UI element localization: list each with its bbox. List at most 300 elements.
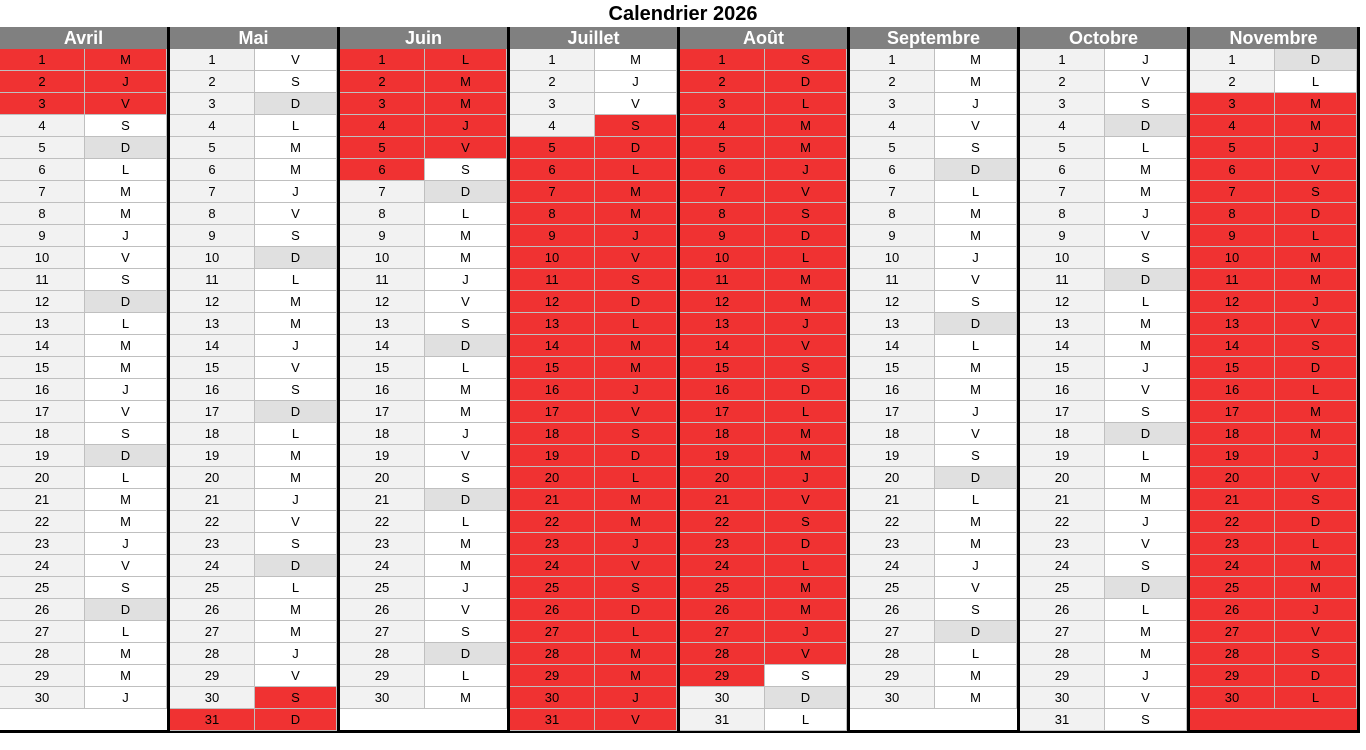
day-row xyxy=(0,225,167,247)
day-number: 1 xyxy=(170,49,255,71)
day-number: 26 xyxy=(170,599,255,621)
day-number: 22 xyxy=(510,511,595,533)
day-number: 31 xyxy=(1020,709,1105,731)
weekday-letter: V xyxy=(425,137,507,159)
day-number: 5 xyxy=(510,137,595,159)
weekday-letter: V xyxy=(1105,225,1187,247)
month-header: Octobre xyxy=(1020,27,1187,49)
day-row xyxy=(680,71,847,93)
day-number: 13 xyxy=(1190,313,1275,335)
weekday-letter: M xyxy=(935,511,1017,533)
day-row xyxy=(850,687,1017,709)
day-row xyxy=(170,335,337,357)
weekday-letter: S xyxy=(425,159,507,181)
day-row xyxy=(680,621,847,643)
day-number: 3 xyxy=(680,93,765,115)
weekday-letter: M xyxy=(255,621,337,643)
weekday-letter: L xyxy=(935,181,1017,203)
day-row xyxy=(680,203,847,225)
weekday-letter: J xyxy=(765,621,847,643)
weekday-letter: M xyxy=(595,181,677,203)
day-number: 29 xyxy=(1020,665,1105,687)
weekday-letter: M xyxy=(1275,423,1357,445)
weekday-letter: M xyxy=(1275,115,1357,137)
weekday-letter: M xyxy=(595,335,677,357)
day-row xyxy=(1020,445,1187,467)
day-row xyxy=(510,511,677,533)
weekday-letter: M xyxy=(595,511,677,533)
weekday-letter: S xyxy=(1105,93,1187,115)
day-row xyxy=(170,709,337,731)
day-row xyxy=(340,621,507,643)
weekday-letter: M xyxy=(425,555,507,577)
day-row xyxy=(680,709,847,731)
weekday-letter: M xyxy=(425,93,507,115)
weekday-letter: D xyxy=(85,291,167,313)
weekday-letter: J xyxy=(765,467,847,489)
day-row xyxy=(170,489,337,511)
day-number: 16 xyxy=(850,379,935,401)
weekday-letter: V xyxy=(255,357,337,379)
day-number: 30 xyxy=(680,687,765,709)
day-row xyxy=(340,489,507,511)
weekday-letter: L xyxy=(1105,445,1187,467)
day-number: 12 xyxy=(850,291,935,313)
day-number: 22 xyxy=(340,511,425,533)
day-row xyxy=(680,643,847,665)
weekday-letter: M xyxy=(935,225,1017,247)
weekday-letter: D xyxy=(595,291,677,313)
day-row xyxy=(680,445,847,467)
day-number: 12 xyxy=(1190,291,1275,313)
weekday-letter: M xyxy=(595,357,677,379)
day-number: 16 xyxy=(1020,379,1105,401)
day-number: 6 xyxy=(680,159,765,181)
day-number: 23 xyxy=(170,533,255,555)
day-number: 19 xyxy=(510,445,595,467)
day-row xyxy=(1190,445,1357,467)
weekday-letter: J xyxy=(85,379,167,401)
day-row xyxy=(1020,401,1187,423)
day-row xyxy=(340,159,507,181)
month-column-août xyxy=(680,27,850,733)
weekday-letter: V xyxy=(765,643,847,665)
weekday-letter: M xyxy=(765,599,847,621)
day-row xyxy=(850,49,1017,71)
day-number: 23 xyxy=(1190,533,1275,555)
weekday-letter: M xyxy=(765,269,847,291)
day-number: 4 xyxy=(170,115,255,137)
day-row xyxy=(340,269,507,291)
day-row xyxy=(680,401,847,423)
day-number: 25 xyxy=(1020,577,1105,599)
weekday-letter: M xyxy=(1275,93,1357,115)
day-number: 11 xyxy=(340,269,425,291)
day-number: 24 xyxy=(680,555,765,577)
day-row xyxy=(340,643,507,665)
day-row xyxy=(170,445,337,467)
weekday-letter: D xyxy=(1105,423,1187,445)
day-number: 21 xyxy=(1190,489,1275,511)
day-row xyxy=(510,401,677,423)
day-number: 12 xyxy=(680,291,765,313)
weekday-letter: V xyxy=(1105,71,1187,93)
month-column-octobre xyxy=(1020,27,1190,733)
day-number: 12 xyxy=(340,291,425,313)
day-row xyxy=(170,71,337,93)
day-row xyxy=(340,379,507,401)
day-number: 3 xyxy=(170,93,255,115)
day-row xyxy=(340,247,507,269)
day-number: 17 xyxy=(0,401,85,423)
weekday-letter: S xyxy=(765,203,847,225)
day-row xyxy=(510,577,677,599)
day-row xyxy=(0,247,167,269)
weekday-letter: S xyxy=(595,577,677,599)
weekday-letter: J xyxy=(935,247,1017,269)
weekday-letter: M xyxy=(1105,313,1187,335)
day-number: 18 xyxy=(680,423,765,445)
weekday-letter: M xyxy=(255,291,337,313)
day-number: 10 xyxy=(1190,247,1275,269)
day-number: 14 xyxy=(1190,335,1275,357)
day-row xyxy=(510,115,677,137)
day-number: 30 xyxy=(340,687,425,709)
day-row xyxy=(1190,225,1357,247)
day-row xyxy=(510,357,677,379)
weekday-letter: M xyxy=(1275,401,1357,423)
day-row xyxy=(340,137,507,159)
weekday-letter: V xyxy=(595,247,677,269)
day-row xyxy=(170,181,337,203)
day-row xyxy=(1020,71,1187,93)
day-number: 24 xyxy=(1190,555,1275,577)
weekday-letter: D xyxy=(935,621,1017,643)
day-row xyxy=(340,401,507,423)
weekday-letter: S xyxy=(255,71,337,93)
day-number: 26 xyxy=(1190,599,1275,621)
day-number: 12 xyxy=(1020,291,1105,313)
day-row xyxy=(680,181,847,203)
weekday-letter: D xyxy=(765,71,847,93)
weekday-letter: M xyxy=(935,687,1017,709)
weekday-letter: S xyxy=(935,137,1017,159)
day-number: 23 xyxy=(340,533,425,555)
day-row xyxy=(170,401,337,423)
weekday-letter: D xyxy=(85,137,167,159)
day-number: 3 xyxy=(850,93,935,115)
day-number: 29 xyxy=(0,665,85,687)
day-number: 7 xyxy=(850,181,935,203)
month-column-mai xyxy=(170,27,340,733)
day-row xyxy=(680,379,847,401)
weekday-letter: M xyxy=(935,357,1017,379)
day-row xyxy=(1020,159,1187,181)
weekday-letter: M xyxy=(255,467,337,489)
weekday-letter: S xyxy=(935,599,1017,621)
day-number: 19 xyxy=(170,445,255,467)
weekday-letter: D xyxy=(1105,577,1187,599)
day-row xyxy=(0,71,167,93)
day-row xyxy=(170,533,337,555)
day-row xyxy=(1190,599,1357,621)
day-number: 30 xyxy=(1190,687,1275,709)
weekday-letter: V xyxy=(255,511,337,533)
weekday-letter: M xyxy=(1105,159,1187,181)
day-number: 4 xyxy=(0,115,85,137)
day-row xyxy=(850,511,1017,533)
weekday-letter: D xyxy=(595,599,677,621)
day-row xyxy=(1020,511,1187,533)
day-number: 27 xyxy=(680,621,765,643)
weekday-letter: M xyxy=(595,665,677,687)
day-number: 24 xyxy=(0,555,85,577)
day-row xyxy=(510,555,677,577)
weekday-letter: V xyxy=(425,445,507,467)
day-number: 10 xyxy=(850,247,935,269)
weekday-letter: V xyxy=(765,335,847,357)
day-row xyxy=(850,665,1017,687)
day-row xyxy=(340,533,507,555)
day-row xyxy=(1190,71,1357,93)
day-row xyxy=(0,357,167,379)
day-row xyxy=(850,203,1017,225)
day-row xyxy=(340,313,507,335)
weekday-letter: L xyxy=(85,159,167,181)
day-row xyxy=(680,225,847,247)
month-column-novembre xyxy=(1190,27,1360,733)
day-row xyxy=(1020,181,1187,203)
weekday-letter: J xyxy=(425,423,507,445)
day-number: 1 xyxy=(1190,49,1275,71)
day-row xyxy=(1190,555,1357,577)
day-row xyxy=(1020,665,1187,687)
weekday-letter: M xyxy=(765,115,847,137)
day-row xyxy=(1020,643,1187,665)
weekday-letter: D xyxy=(1275,203,1357,225)
weekday-letter: S xyxy=(1105,247,1187,269)
day-number: 18 xyxy=(340,423,425,445)
weekday-letter: L xyxy=(595,621,677,643)
day-row xyxy=(170,555,337,577)
weekday-letter: D xyxy=(425,335,507,357)
day-row xyxy=(850,357,1017,379)
day-number: 5 xyxy=(680,137,765,159)
day-number: 20 xyxy=(1190,467,1275,489)
weekday-letter: L xyxy=(1275,533,1357,555)
day-number: 8 xyxy=(0,203,85,225)
day-number: 18 xyxy=(1020,423,1105,445)
day-number: 11 xyxy=(0,269,85,291)
day-row xyxy=(510,313,677,335)
weekday-letter: M xyxy=(85,181,167,203)
day-number: 20 xyxy=(850,467,935,489)
day-number: 13 xyxy=(510,313,595,335)
weekday-letter: V xyxy=(85,555,167,577)
day-row xyxy=(1020,621,1187,643)
day-number: 26 xyxy=(850,599,935,621)
day-number: 27 xyxy=(0,621,85,643)
weekday-letter: S xyxy=(935,445,1017,467)
day-number: 8 xyxy=(510,203,595,225)
day-number: 7 xyxy=(340,181,425,203)
day-number: 17 xyxy=(340,401,425,423)
weekday-letter: V xyxy=(935,577,1017,599)
day-number: 11 xyxy=(850,269,935,291)
weekday-letter: L xyxy=(425,665,507,687)
day-row xyxy=(0,621,167,643)
day-number: 20 xyxy=(1020,467,1105,489)
weekday-letter: V xyxy=(1105,533,1187,555)
day-number: 14 xyxy=(340,335,425,357)
day-number: 29 xyxy=(340,665,425,687)
day-row xyxy=(340,335,507,357)
weekday-letter: L xyxy=(765,401,847,423)
weekday-letter: V xyxy=(1275,313,1357,335)
day-row xyxy=(340,687,507,709)
day-number: 28 xyxy=(1190,643,1275,665)
day-row xyxy=(1190,577,1357,599)
weekday-letter: D xyxy=(935,159,1017,181)
weekday-letter: L xyxy=(595,467,677,489)
weekday-letter: S xyxy=(1105,555,1187,577)
day-row xyxy=(1020,313,1187,335)
day-row xyxy=(170,313,337,335)
weekday-letter: M xyxy=(425,687,507,709)
day-row xyxy=(1020,687,1187,709)
weekday-letter: V xyxy=(1275,159,1357,181)
day-row xyxy=(1190,665,1357,687)
day-number: 20 xyxy=(340,467,425,489)
day-row xyxy=(170,93,337,115)
day-row xyxy=(680,93,847,115)
weekday-letter: L xyxy=(935,643,1017,665)
day-number: 2 xyxy=(1020,71,1105,93)
day-row xyxy=(340,665,507,687)
day-number: 27 xyxy=(340,621,425,643)
month-column-septembre xyxy=(850,27,1020,733)
day-row xyxy=(680,555,847,577)
day-row xyxy=(1020,577,1187,599)
weekday-letter: M xyxy=(765,577,847,599)
day-row xyxy=(340,291,507,313)
weekday-letter: S xyxy=(255,225,337,247)
day-row xyxy=(1190,49,1357,71)
weekday-letter: M xyxy=(935,379,1017,401)
day-number: 2 xyxy=(680,71,765,93)
weekday-letter: S xyxy=(765,511,847,533)
weekday-letter: D xyxy=(85,599,167,621)
weekday-letter: V xyxy=(1275,467,1357,489)
day-row xyxy=(850,181,1017,203)
day-row xyxy=(340,71,507,93)
day-number: 4 xyxy=(340,115,425,137)
weekday-letter: D xyxy=(255,555,337,577)
day-number: 14 xyxy=(0,335,85,357)
weekday-letter: V xyxy=(1275,621,1357,643)
day-row xyxy=(0,511,167,533)
day-number: 20 xyxy=(0,467,85,489)
weekday-letter: L xyxy=(255,269,337,291)
weekday-letter: D xyxy=(425,489,507,511)
weekday-letter: D xyxy=(935,467,1017,489)
day-number: 2 xyxy=(510,71,595,93)
day-row xyxy=(510,533,677,555)
month-column-avril xyxy=(0,27,170,733)
day-number: 7 xyxy=(680,181,765,203)
weekday-letter: M xyxy=(595,49,677,71)
weekday-letter: S xyxy=(765,665,847,687)
day-row xyxy=(850,159,1017,181)
day-number: 8 xyxy=(1190,203,1275,225)
day-row xyxy=(1190,621,1357,643)
weekday-letter: M xyxy=(85,203,167,225)
day-number: 21 xyxy=(680,489,765,511)
day-number: 30 xyxy=(510,687,595,709)
day-row xyxy=(510,621,677,643)
day-number: 19 xyxy=(340,445,425,467)
day-number: 14 xyxy=(680,335,765,357)
day-number: 28 xyxy=(680,643,765,665)
day-row xyxy=(1020,423,1187,445)
day-number: 3 xyxy=(510,93,595,115)
day-row xyxy=(1020,269,1187,291)
day-row xyxy=(1190,467,1357,489)
weekday-letter: L xyxy=(935,489,1017,511)
weekday-letter: J xyxy=(85,225,167,247)
day-row xyxy=(1020,115,1187,137)
day-row xyxy=(1190,335,1357,357)
day-row xyxy=(170,599,337,621)
day-row xyxy=(1020,203,1187,225)
weekday-letter: J xyxy=(595,533,677,555)
day-row xyxy=(0,577,167,599)
day-number: 4 xyxy=(1190,115,1275,137)
day-row xyxy=(0,489,167,511)
day-row xyxy=(1190,159,1357,181)
day-number: 28 xyxy=(1020,643,1105,665)
weekday-letter: J xyxy=(425,115,507,137)
day-number: 14 xyxy=(170,335,255,357)
day-row xyxy=(340,445,507,467)
day-number: 2 xyxy=(850,71,935,93)
weekday-letter: L xyxy=(85,467,167,489)
weekday-letter: L xyxy=(1105,137,1187,159)
day-number: 5 xyxy=(170,137,255,159)
day-number: 28 xyxy=(850,643,935,665)
day-row xyxy=(170,159,337,181)
day-number: 16 xyxy=(680,379,765,401)
weekday-letter: L xyxy=(1105,291,1187,313)
weekday-letter: L xyxy=(425,203,507,225)
day-row xyxy=(170,137,337,159)
weekday-letter: S xyxy=(1275,181,1357,203)
day-row xyxy=(850,555,1017,577)
day-number: 5 xyxy=(1020,137,1105,159)
weekday-letter: L xyxy=(1275,687,1357,709)
day-number: 27 xyxy=(510,621,595,643)
weekday-letter: V xyxy=(255,49,337,71)
day-row xyxy=(1190,423,1357,445)
day-row xyxy=(680,335,847,357)
day-number: 17 xyxy=(170,401,255,423)
weekday-letter: J xyxy=(1105,49,1187,71)
day-row xyxy=(0,291,167,313)
weekday-letter: J xyxy=(765,159,847,181)
day-number: 23 xyxy=(680,533,765,555)
day-row xyxy=(1190,137,1357,159)
weekday-letter: L xyxy=(425,357,507,379)
